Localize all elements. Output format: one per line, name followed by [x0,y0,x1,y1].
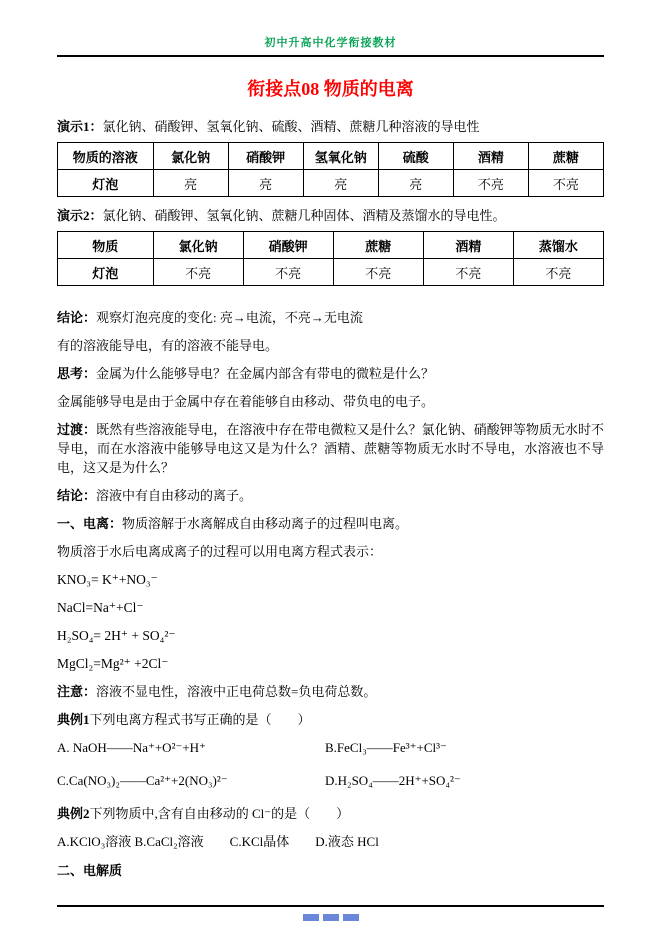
table-cell: 不亮 [333,259,423,286]
demo2-text: 氯化钠、硝酸钾、氢氧化钠、蔗糖几种固体、酒精及蒸馏水的导电性。 [102,208,506,223]
conclusion1-paragraph [57,308,604,327]
example1-option-c: C.Ca(NO₃)₂——Ca²⁺+2(NO₃)²⁻ [57,773,228,788]
table-cell: 亮 [303,170,378,197]
table-header-cell: 硝酸钾 [243,232,333,259]
ionization-definition-paragraph [57,514,604,533]
example2-question: 下列物质中,含有自由移动的 Cl⁻的是（ ） [89,806,350,821]
conclusion2-label: 结论： [57,488,97,503]
example1-label: 典例1 [57,712,90,727]
conclusion1-label: 结论： [57,310,97,325]
table-cell: 亮 [228,170,303,197]
table-header-cell: 硝酸钾 [228,143,303,170]
table-header-cell: 酒精 [423,232,513,259]
example1-options-row-cd [57,771,604,790]
row-header-cell: 灯泡 [58,170,154,197]
example1-options-row-ab [57,738,604,757]
footer-watermark-block [303,914,319,921]
transition-label: 过渡： [57,422,97,437]
table-header-cell: 蔗糖 [333,232,423,259]
ionization-equation-nacl: NaCl=Na⁺+Cl⁻ [57,600,144,615]
equation-intro-paragraph: 物质溶于水后电离成离子的过程可以用电离方程式表示： [57,544,383,559]
table-cell: 亮 [378,170,453,197]
ionization-equation-mgcl2: MgCl₂=Mg²⁺ +2Cl⁻ [57,656,169,671]
table-header-cell: 酒精 [453,143,528,170]
example1-option-a: A. NaOH——Na⁺+O²⁻+H⁺ [57,740,206,755]
table-cell: 不亮 [423,259,513,286]
page-title: 衔接点08 物质的电离 [247,79,414,99]
table-cell: 不亮 [528,170,603,197]
transition-text: 既然有些溶液能导电，在溶液中存在带电微粒又是什么？氯化钠、硝酸钾等物质无水时不导电，而在水溶液中能够导电这又是为什么？酒精、蔗糖等物质无水时不导电，水溶液也不导电，这又是为什么？ [57,422,604,475]
table-header-row [58,232,604,259]
example1-option-d: D.H₂SO₄——2H⁺+SO₄²⁻ [325,773,461,788]
table-header-cell: 物质的溶液 [58,143,154,170]
section2-heading: 二、电解质 [57,863,123,878]
header-series-title: 初中升高中化学衔接教材 [264,37,397,49]
note-label: 注意： [57,684,97,699]
table-cell: 亮 [153,170,228,197]
footer-watermark [303,914,359,921]
note-text: 溶液不显电性，溶液中正电荷总数=负电荷总数。 [96,684,377,699]
ionization-heading-label: 一、电离： [57,516,123,531]
table-cell: 不亮 [513,259,603,286]
table-header-row [58,143,604,170]
footer-watermark-block [323,914,339,921]
example1-question-paragraph [57,710,604,729]
footer-watermark-block [343,914,359,921]
conductivity-table-solids [57,231,604,286]
demo1-label: 演示1： [57,119,103,134]
think-label: 思考： [57,366,97,381]
table-header-cell: 氢氧化钠 [303,143,378,170]
example2-question-paragraph [57,804,604,823]
example1-option-b: B.FeCl₃——Fe³⁺+Cl³⁻ [325,740,447,755]
think-text: 金属为什么能够导电？在金属内部含有带电的微粒是什么？ [96,366,435,381]
demo2-label: 演示2： [57,208,103,223]
table-row [58,170,604,197]
ionization-equation-h2so4: H₂SO₄= 2H⁺ + SO₄²⁻ [57,628,176,643]
conclusion1-text: 观察灯泡亮度的变化: 亮→电流，不亮→无电流 [96,310,363,325]
example2-options-paragraph: A.KClO₃溶液 B.CaCl₂溶液 C.KCl晶体 D.液态 HCl [57,834,379,849]
conductivity-note-paragraph: 有的溶液能导电，有的溶液不能导电。 [57,338,279,353]
table-header-cell: 氯化钠 [153,143,228,170]
document-header [57,34,604,57]
table-cell: 不亮 [153,259,243,286]
note-paragraph [57,682,604,701]
footer-divider-line [57,905,604,907]
demo2-paragraph [57,206,604,225]
think-paragraph [57,364,604,383]
row-header-cell: 灯泡 [58,259,154,286]
table-cell: 不亮 [453,170,528,197]
table-cell: 不亮 [243,259,333,286]
table-header-cell: 蒸馏水 [513,232,603,259]
demo1-paragraph [57,117,604,136]
example2-label: 典例2 [57,806,90,821]
table-header-cell: 物质 [58,232,154,259]
table-header-cell: 蔗糖 [528,143,603,170]
table-header-cell: 硫酸 [378,143,453,170]
ionization-definition-text: 物质溶解于水离解成自由移动离子的过程叫电离。 [122,516,409,531]
metal-conduction-paragraph: 金属能够导电是由于金属中存在着能够自由移动、带负电的电子。 [57,394,435,409]
transition-paragraph [57,420,604,477]
table-header-cell: 氯化钠 [153,232,243,259]
conductivity-table-solutions [57,142,604,197]
example1-question: 下列电离方程式书写正确的是（ ） [89,712,311,727]
header-divider-line [57,55,604,57]
conclusion2-paragraph [57,486,604,505]
table-row [58,259,604,286]
conclusion2-text: 溶液中有自由移动的离子。 [96,488,253,503]
demo1-text: 氯化钠、硝酸钾、氢氧化钠、硫酸、酒精、蔗糖几种溶液的导电性 [102,119,480,134]
ionization-equation-kno3: KNO₃= K⁺+NO₃⁻ [57,572,158,587]
